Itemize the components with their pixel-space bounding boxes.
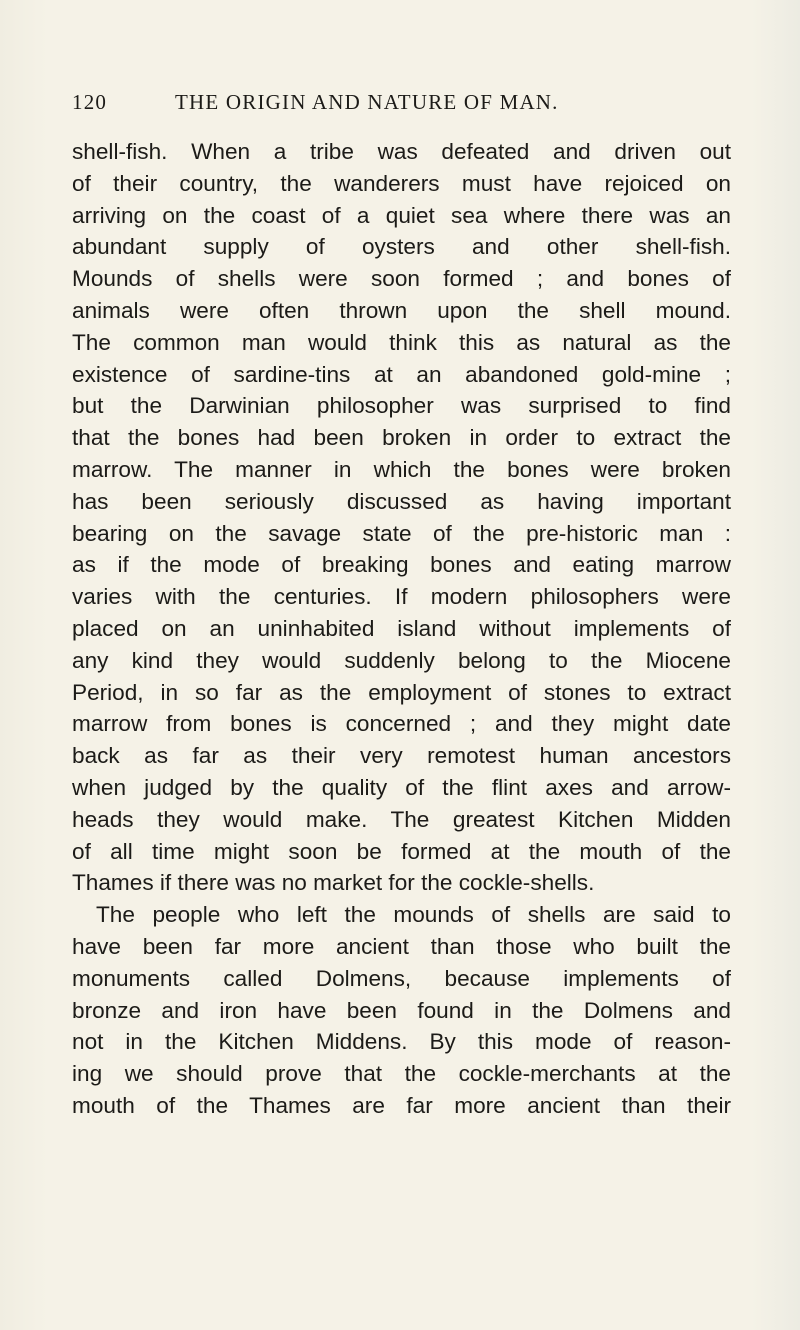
text-line: that the bones had been broken in order to extract the bbox=[72, 425, 731, 451]
text-line: when judged by the quality of the flint axes and arrow- bbox=[72, 774, 731, 800]
text-line: mouth of the Thames are far more ancient than their bbox=[72, 1092, 731, 1118]
text-line: ing we should prove that the cockle-merchants at the bbox=[72, 1061, 731, 1087]
text-line: abundant supply of oysters and other shell-fish. bbox=[72, 234, 731, 260]
text-line: animals were often thrown upon the shell mound. bbox=[72, 297, 731, 323]
paragraph-2 bbox=[72, 899, 731, 1122]
running-title: THE ORIGIN AND NATURE OF MAN. bbox=[175, 90, 559, 114]
text-line: not in the Kitchen Middens. By this mode of reason- bbox=[72, 1029, 731, 1055]
paragraph-1 bbox=[72, 136, 731, 899]
text-line: has been seriously discussed as having important bbox=[72, 488, 731, 514]
text-line: shell-fish. When a tribe was defeated and driven out bbox=[72, 139, 731, 164]
text-line: varies with the centuries. If modern philosophers were bbox=[72, 584, 731, 610]
text-line: Mounds of shells were soon formed ; and bones of bbox=[72, 266, 731, 292]
page-number: 120 bbox=[72, 90, 108, 114]
text-line: monuments called Dolmens, because implements of bbox=[72, 965, 731, 991]
text-line: of all time might soon be formed at the mouth of the bbox=[72, 838, 731, 864]
text-line: have been far more ancient than those who built the bbox=[72, 933, 731, 959]
text-line: back as far as their very remotest human ancestors bbox=[72, 743, 731, 769]
text-line: placed on an uninhabited island without implements of bbox=[72, 615, 731, 641]
text-line: Thames if there was no market for the cockle-shells. bbox=[72, 870, 595, 896]
running-head bbox=[72, 90, 732, 120]
body-text bbox=[72, 136, 731, 1122]
text-line: arriving on the coast of a quiet sea where there was an bbox=[72, 202, 731, 228]
text-line: bearing on the savage state of the pre-historic man : bbox=[72, 520, 731, 546]
text-line: any kind they would suddenly belong to the Miocene bbox=[72, 647, 731, 673]
text-line: The people who left the mounds of shells are said to bbox=[96, 902, 731, 928]
text-line: existence of sardine-tins at an abandoned gold-mine ; bbox=[72, 361, 731, 387]
text-line: marrow. The manner in which the bones were broken bbox=[72, 456, 731, 482]
text-line: bronze and iron have been found in the Dolmens and bbox=[72, 997, 731, 1023]
text-line: Period, in so far as the employment of stones to extract bbox=[72, 679, 731, 705]
text-line: of their country, the wanderers must have rejoiced on bbox=[72, 170, 731, 196]
text-line: The common man would think this as natural as the bbox=[72, 329, 731, 355]
text-line: marrow from bones is concerned ; and they might date bbox=[72, 711, 731, 737]
text-line: heads they would make. The greatest Kitchen Midden bbox=[72, 806, 731, 832]
text-line: as if the mode of breaking bones and eating marrow bbox=[72, 552, 731, 578]
text-line: but the Darwinian philosopher was surprised to find bbox=[72, 393, 731, 419]
